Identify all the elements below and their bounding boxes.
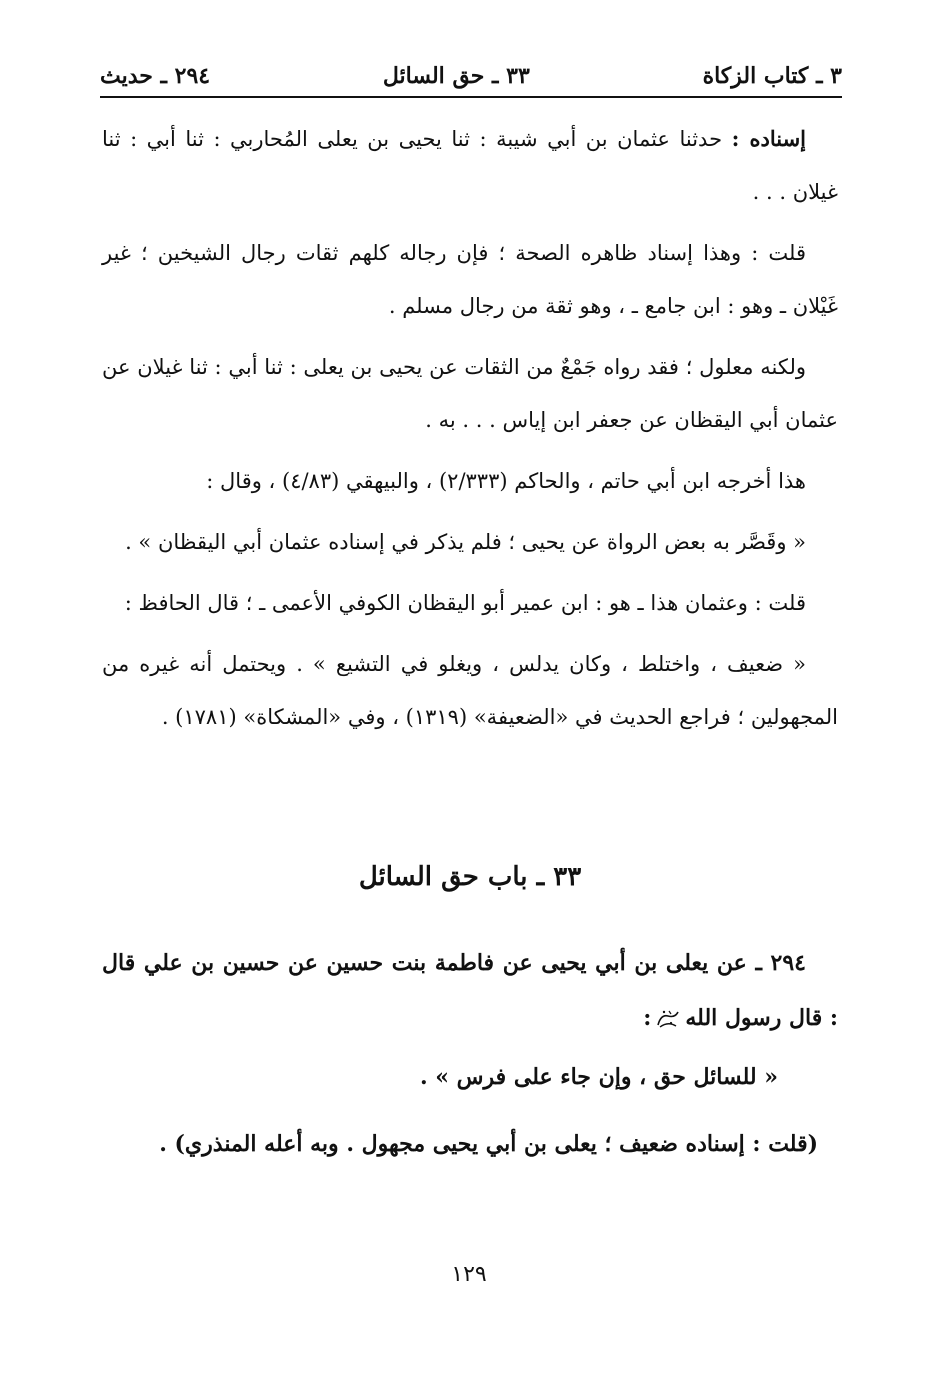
- isnad-text: حدثنا عثمان بن أبي شيبة : ثنا يحيى بن يعلى المُحاربي : ثنا أبي : ثنا غيلان . . .: [102, 127, 838, 204]
- paragraph-3: ولكنه معلول ؛ فقد رواه جَمْعٌ من الثقات عن يحيى بن يعلى : ثنا أبي : ثنا غيلان عن عثمان أبي اليقظان عن جعفر ابن إياس . . . به .: [102, 355, 838, 432]
- paragraph-2: قلت : وهذا إسناد ظاهره الصحة ؛ فإن رجاله كلهم ثقات رجال الشيخين ؛ غير غَيْلان ـ وهو : ابن جامع ـ ، وهو ثقة من رجال مسلم .: [102, 241, 838, 318]
- section-heading: ٣٣ ـ باب حق السائل: [358, 862, 582, 892]
- running-header: [100, 56, 842, 96]
- paragraph-4: هذا أخرجه ابن أبي حاتم ، والحاكم (٢/٣٣٣) ، والبيهقي (٤/٨٣) ، وقال :: [206, 469, 806, 493]
- paragraph-6: قلت : وعثمان هذا ـ هو : ابن عمير أبو اليقظان الكوفي الأعمى ـ ؛ قال الحافظ :: [124, 591, 806, 615]
- hadith-grading-note: (قلت : إسناده ضعيف ؛ يعلى بن أبي يحيى مجهول . وبه أعله المنذري) .: [159, 1131, 818, 1157]
- hadith-block: [102, 936, 838, 1172]
- hadith-intro-text: ٢٩٤ ـ عن يعلى بن أبي يحيى عن فاطمة بنت حسين عن حسين بن علي قال : قال رسول الله: [102, 950, 838, 1031]
- paragraph-isnad: [102, 112, 838, 219]
- header-hadith-number: ٢٩٤ ـ حديث: [100, 63, 211, 89]
- paragraph-5: « وقَصَّر به بعض الرواة عن يحيى ؛ فلم يذكر في إسناده عثمان أبي اليقظان » .: [125, 530, 806, 554]
- hadith-quote: « للسائل حق ، وإن جاء على فرس » .: [419, 1064, 778, 1090]
- header-chapter-title: ٣٣ ـ حق السائل: [382, 63, 530, 89]
- header-divider: [100, 96, 842, 98]
- header-book-title: ٣ ـ كتاب الزكاة: [702, 63, 842, 89]
- paragraph-7: « ضعيف ، واختلط ، وكان يدلس ، ويغلو في التشيع » . ويحتمل أنه غيره من المجهولين ؛ فراجع الحديث في «الضعيفة» (١٣١٩) ، وفي «المشكاة» (١٧٨١) .: [102, 652, 838, 729]
- hadith-intro-colon: :: [643, 1005, 652, 1031]
- commentary-text: [102, 112, 838, 752]
- hadith-intro: [102, 936, 838, 1046]
- salla-allahu-alayhi-wasallam-icon: [655, 1008, 681, 1030]
- isnad-label: إسناده :: [731, 126, 806, 151]
- page-number: ١٢٩: [451, 1262, 487, 1287]
